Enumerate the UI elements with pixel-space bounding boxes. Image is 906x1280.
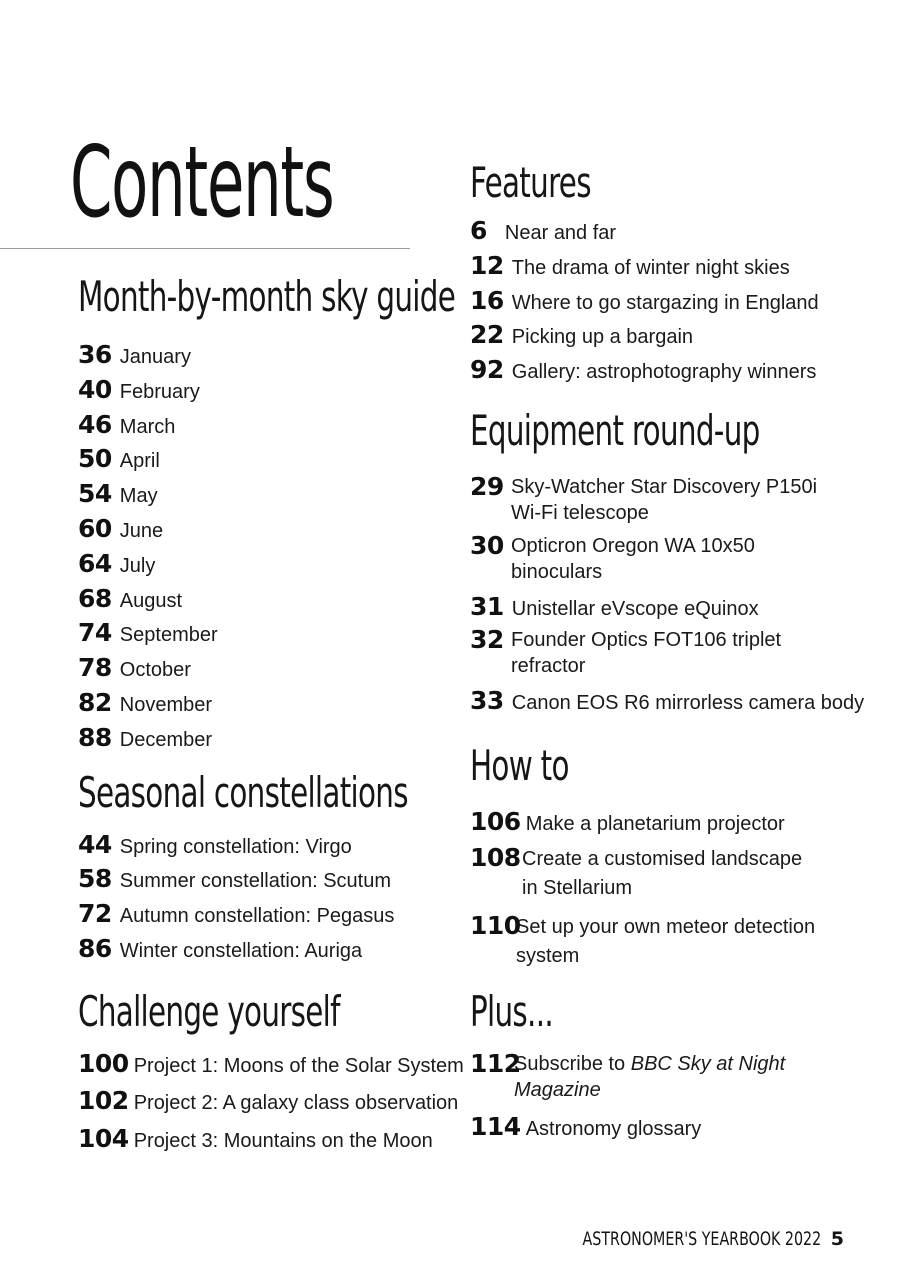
page-number: 110 bbox=[470, 910, 521, 940]
page-number: 46 bbox=[78, 409, 112, 439]
entry-list bbox=[470, 471, 870, 721]
entry-title: March bbox=[119, 415, 176, 438]
page-number: 31 bbox=[470, 591, 504, 621]
entry-title-line2: refractor bbox=[511, 654, 586, 677]
page-number: 74 bbox=[78, 618, 112, 648]
toc-entry[interactable] bbox=[78, 830, 458, 865]
toc-entry-november[interactable] bbox=[78, 688, 458, 723]
entry-list bbox=[470, 1048, 870, 1147]
entry-title: Project 3: Mountains on the Moon bbox=[133, 1129, 433, 1152]
entry-title: Gallery: astrophotography winners bbox=[511, 361, 817, 384]
entry-title-line1 bbox=[514, 1051, 870, 1077]
page-title: Contents bbox=[70, 126, 334, 240]
page-number: 44 bbox=[78, 829, 112, 859]
toc-entry-april[interactable] bbox=[78, 444, 458, 479]
page-number: 114 bbox=[470, 1111, 521, 1141]
entry-title: October bbox=[119, 659, 191, 682]
entry-title: December bbox=[119, 728, 213, 751]
right-column bbox=[470, 154, 870, 1146]
page-number: 54 bbox=[78, 479, 112, 509]
page-number: 36 bbox=[78, 340, 112, 369]
page-number: 50 bbox=[78, 444, 112, 474]
page-footer bbox=[503, 1228, 844, 1250]
page-number: 29 bbox=[470, 471, 504, 501]
toc-entry-october[interactable] bbox=[78, 653, 458, 688]
entry-title: Astronomy glossary bbox=[525, 1117, 702, 1140]
entry-list bbox=[78, 830, 458, 969]
toc-entry[interactable] bbox=[470, 286, 870, 321]
page-number: 6 bbox=[470, 216, 487, 245]
section-sky-guide bbox=[78, 268, 458, 758]
entry-title: Winter constellation: Auriga bbox=[119, 939, 363, 962]
entry-list bbox=[470, 216, 870, 390]
entry-title: Summer constellation: Scutum bbox=[119, 870, 392, 893]
toc-entry[interactable] bbox=[470, 471, 870, 526]
left-column bbox=[78, 268, 464, 1161]
page-number: 106 bbox=[470, 806, 521, 836]
toc-entry-august[interactable] bbox=[78, 584, 458, 619]
toc-entry[interactable] bbox=[78, 1086, 458, 1124]
page-number: 92 bbox=[470, 355, 504, 385]
entry-title: September bbox=[119, 624, 218, 647]
entry-title-line1: Sky-Watcher Star Discovery P150i bbox=[511, 475, 818, 498]
toc-entry[interactable] bbox=[470, 530, 870, 585]
section-seasonal-constellations bbox=[78, 764, 458, 969]
entry-title: Canon EOS R6 mirrorless camera body bbox=[511, 691, 865, 714]
toc-entry[interactable] bbox=[470, 320, 870, 355]
toc-entry[interactable] bbox=[470, 592, 870, 627]
entry-title-prefix: Subscribe to bbox=[514, 1052, 626, 1075]
entry-title: Project 1: Moons of the Solar System bbox=[133, 1054, 464, 1077]
toc-entry-may[interactable] bbox=[78, 479, 458, 514]
entry-title-line1: Set up your own meteor detection bbox=[516, 915, 816, 938]
page-number: 78 bbox=[78, 653, 112, 683]
toc-entry-july[interactable] bbox=[78, 549, 458, 584]
section-plus bbox=[470, 983, 870, 1147]
entry-title-line1: Create a customised landscape bbox=[522, 847, 803, 870]
entry-title: The drama of winter night skies bbox=[511, 256, 790, 279]
toc-entry[interactable] bbox=[78, 934, 458, 969]
entry-list bbox=[78, 340, 458, 758]
entry-list bbox=[470, 807, 870, 971]
toc-entry-september[interactable] bbox=[78, 618, 458, 653]
page-number: 102 bbox=[78, 1086, 129, 1116]
toc-entry-march[interactable] bbox=[78, 410, 458, 445]
page-number: 100 bbox=[78, 1048, 129, 1078]
page-number: 60 bbox=[78, 513, 112, 543]
entry-title: July bbox=[119, 554, 156, 577]
page-number: 68 bbox=[78, 583, 112, 613]
toc-entry[interactable] bbox=[470, 910, 870, 971]
magazine-title: BBC Sky at Night bbox=[630, 1052, 786, 1075]
page-number: 58 bbox=[78, 864, 112, 894]
entry-title: Near and far bbox=[504, 222, 617, 244]
section-heading: How to bbox=[470, 740, 569, 790]
entry-title-line1: Opticron Oregon WA 10x50 bbox=[511, 534, 755, 557]
page-number: 33 bbox=[470, 685, 504, 715]
entry-title: November bbox=[119, 693, 213, 716]
entry-title: Autumn constellation: Pegasus bbox=[119, 905, 395, 928]
toc-entry[interactable] bbox=[470, 624, 870, 679]
entry-title: Spring constellation: Virgo bbox=[119, 835, 352, 858]
footer-page-number: 5 bbox=[830, 1228, 844, 1250]
magazine-title-line2: Magazine bbox=[514, 1078, 601, 1101]
page-number: 30 bbox=[470, 530, 504, 560]
section-challenge-yourself bbox=[78, 983, 464, 1162]
toc-entry[interactable] bbox=[78, 1048, 464, 1087]
entry-title: Where to go stargazing in England bbox=[511, 291, 819, 314]
page-number: 32 bbox=[470, 624, 504, 654]
page-number: 112 bbox=[470, 1048, 521, 1078]
section-how-to bbox=[470, 737, 870, 971]
entry-title-line2: binoculars bbox=[511, 560, 603, 583]
entry-title: May bbox=[119, 485, 158, 508]
toc-entry[interactable] bbox=[470, 1112, 870, 1147]
toc-entry[interactable] bbox=[470, 842, 870, 903]
section-equipment-round-up bbox=[470, 402, 870, 721]
toc-entry-january[interactable] bbox=[78, 340, 458, 375]
entry-title: Project 2: A galaxy class observation bbox=[133, 1092, 459, 1115]
entry-title: February bbox=[119, 380, 200, 403]
entry-title-line2: Wi-Fi telescope bbox=[511, 501, 649, 524]
page-number: 88 bbox=[78, 722, 112, 752]
section-heading: Equipment round-up bbox=[470, 405, 760, 455]
toc-entry[interactable] bbox=[470, 251, 870, 286]
page-number: 86 bbox=[78, 933, 112, 963]
entry-title: Picking up a bargain bbox=[511, 326, 694, 349]
toc-entry[interactable] bbox=[78, 1124, 458, 1162]
section-heading: Month-by-month sky guide bbox=[78, 272, 456, 321]
section-heading: Seasonal constellations bbox=[78, 767, 408, 817]
page-number: 16 bbox=[470, 285, 504, 315]
entry-title: January bbox=[119, 346, 191, 368]
section-heading: Challenge yourself bbox=[78, 986, 340, 1036]
page-number: 72 bbox=[78, 899, 112, 929]
entry-list bbox=[78, 1048, 464, 1162]
page-number: 40 bbox=[78, 374, 112, 404]
entry-title: August bbox=[119, 589, 183, 612]
entry-title: June bbox=[119, 519, 164, 542]
section-heading: Features bbox=[470, 158, 591, 207]
page-number: 82 bbox=[78, 687, 112, 717]
entry-title: Make a planetarium projector bbox=[525, 812, 785, 835]
entry-title-line2: in Stellarium bbox=[522, 876, 633, 899]
section-features bbox=[470, 154, 870, 390]
toc-entry[interactable] bbox=[78, 899, 458, 934]
toc-entry-december[interactable] bbox=[78, 723, 458, 758]
page-number: 12 bbox=[470, 250, 504, 280]
toc-entry[interactable] bbox=[470, 216, 870, 251]
toc-entry[interactable] bbox=[470, 807, 870, 845]
page-number: 64 bbox=[78, 548, 112, 578]
entry-title: Unistellar eVscope eQuinox bbox=[511, 597, 759, 620]
section-heading: Plus... bbox=[470, 986, 553, 1036]
page-number: 104 bbox=[78, 1123, 129, 1153]
publication-title: ASTRONOMER'S YEARBOOK 2022 bbox=[582, 1228, 821, 1250]
toc-entry-june[interactable] bbox=[78, 514, 458, 549]
title-divider bbox=[0, 248, 410, 249]
page-number: 108 bbox=[470, 842, 521, 872]
toc-entry[interactable] bbox=[470, 355, 870, 390]
toc-entry-february[interactable] bbox=[78, 375, 458, 410]
toc-entry[interactable] bbox=[470, 1048, 870, 1103]
entry-title-line2: system bbox=[516, 944, 580, 967]
entry-title-line1: Founder Optics FOT106 triplet bbox=[511, 628, 782, 651]
page-number: 22 bbox=[470, 320, 504, 350]
toc-entry[interactable] bbox=[78, 864, 458, 899]
entry-title: April bbox=[119, 450, 160, 473]
toc-entry[interactable] bbox=[470, 686, 870, 721]
